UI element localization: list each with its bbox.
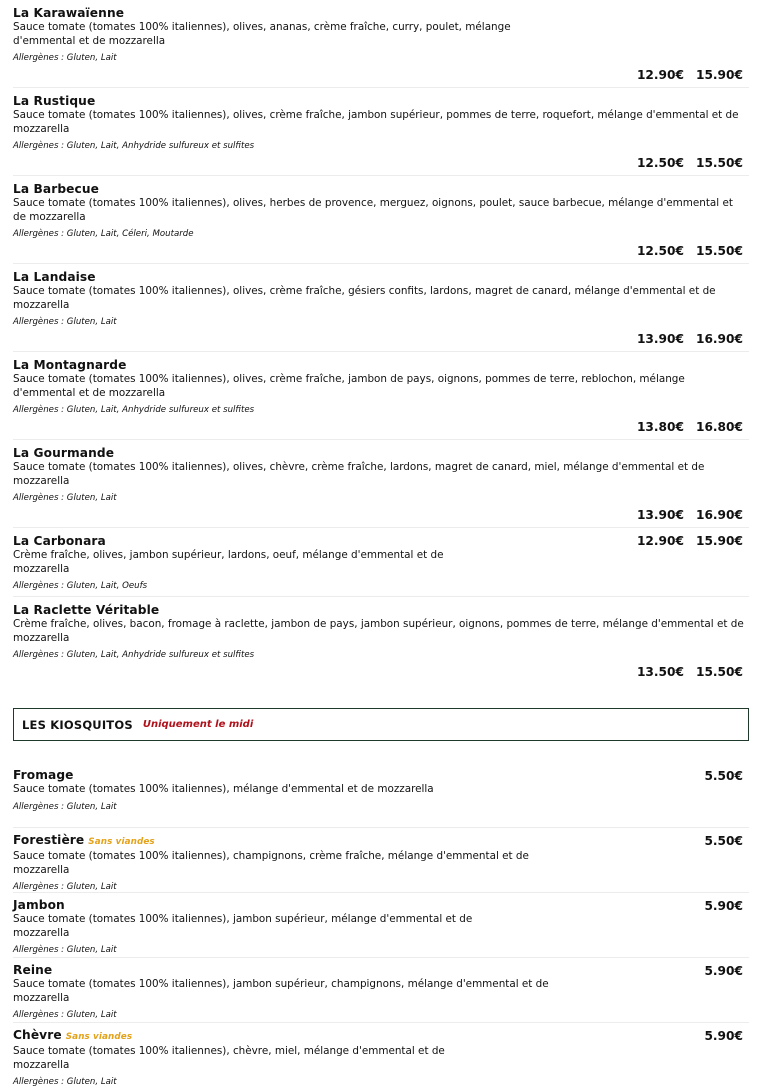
- price-large: 16.80€: [695, 420, 743, 434]
- price-large: 16.90€: [695, 332, 743, 346]
- item-description: Sauce tomate (tomates 100% italiennes), jambon supérieur, champignons, mélange d'emmental et de mozzarella: [13, 978, 549, 1004]
- vegetarian-tag: Sans viandes: [65, 1032, 133, 1042]
- item-description: Crème fraîche, olives, jambon supérieur, lardons, oeuf, mélange d'emmental et de mozzarella: [13, 549, 444, 575]
- price-small: 13.90€: [636, 332, 684, 346]
- item-allergens: Allergènes : Gluten, Lait: [13, 1010, 117, 1020]
- kiosquito-item-fromage: [13, 763, 749, 828]
- item-allergens: Allergènes : Gluten, Lait: [13, 317, 117, 327]
- price-small: 12.90€: [636, 68, 684, 82]
- price-small: 13.50€: [636, 665, 684, 679]
- item-description: Sauce tomate (tomates 100% italiennes), mélange d'emmental et de mozzarella: [13, 783, 434, 795]
- item-description: Sauce tomate (tomates 100% italiennes), olives, ananas, crème fraîche, curry, poulet, mélange d'emmental et de mozzarella: [13, 21, 511, 47]
- section-title: LES KIOSQUITOS: [22, 717, 133, 732]
- item-name: La Barbecue: [13, 182, 100, 196]
- item-prices: [13, 68, 749, 83]
- item-description: Crème fraîche, olives, bacon, fromage à raclette, jambon de pays, jambon supérieur, oignons, pommes de terre, mélange d'emmental et de mozzarella: [13, 618, 744, 644]
- item-price: 5.90€: [704, 1029, 743, 1043]
- price-large: 15.50€: [695, 156, 743, 170]
- menu-item-karawaienne: [13, 0, 749, 88]
- price-large: 15.50€: [695, 244, 743, 258]
- item-prices: [13, 420, 749, 435]
- item-allergens: Allergènes : Gluten, Lait, Anhydride sulfureux et sulfites: [13, 405, 255, 415]
- item-name: [13, 898, 749, 913]
- item-name: La Gourmande: [13, 446, 115, 460]
- menu-item-landaise: [13, 264, 749, 352]
- item-description: Sauce tomate (tomates 100% italiennes), olives, crème fraîche, jambon supérieur, pommes de terre, roquefort, mélange d'emmental et de mozzarella: [13, 109, 739, 135]
- item-description: Sauce tomate (tomates 100% italiennes), olives, herbes de provence, merguez, oignons, poulet, sauce barbecue, mélange d'emmental et de mozzarella: [13, 197, 733, 223]
- item-prices: [637, 534, 743, 549]
- kiosquito-item-forestiere: [13, 828, 749, 893]
- item-price: 5.50€: [704, 769, 743, 783]
- item-name-text: Chèvre: [13, 1028, 62, 1042]
- kiosquito-item-chevre: [13, 1023, 749, 1087]
- price-large: 15.90€: [695, 68, 743, 82]
- item-name: [13, 963, 749, 978]
- item-name: [13, 833, 749, 850]
- price-small: 13.80€: [636, 420, 684, 434]
- item-prices: [13, 156, 749, 171]
- item-allergens: Allergènes : Gluten, Lait: [13, 801, 117, 812]
- menu-item-montagnarde: [13, 352, 749, 440]
- item-prices: [13, 665, 749, 680]
- item-description: Sauce tomate (tomates 100% italiennes), champignons, crème fraîche, mélange d'emmental et de mozzarella: [13, 850, 529, 876]
- item-name: La Rustique: [13, 94, 96, 108]
- item-name-text: Jambon: [13, 898, 65, 912]
- menu-item-rustique: [13, 88, 749, 176]
- price-small: 12.50€: [636, 244, 684, 258]
- menu-item-carbonara: [13, 528, 749, 597]
- price-large: 16.90€: [695, 508, 743, 522]
- item-name: [13, 1028, 749, 1045]
- price-small: 12.50€: [636, 156, 684, 170]
- item-prices: [13, 332, 749, 347]
- item-price: 5.90€: [704, 899, 743, 913]
- item-prices: [13, 508, 749, 523]
- item-name: La Montagnarde: [13, 358, 127, 372]
- item-name: La Raclette Véritable: [13, 603, 160, 617]
- price-small: 13.90€: [636, 508, 684, 522]
- section-note: Uniquement le midi: [142, 719, 254, 730]
- item-name-text: Forestière: [13, 833, 85, 847]
- item-description: Sauce tomate (tomates 100% italiennes), olives, crème fraîche, gésiers confits, lardons, magret de canard, mélange d'emmental et de mozzarella: [13, 285, 716, 311]
- price-large: 15.50€: [695, 665, 743, 679]
- menu-item-gourmande: [13, 440, 749, 528]
- item-name-text: Fromage: [13, 768, 74, 782]
- item-allergens: Allergènes : Gluten, Lait, Oeufs: [13, 581, 148, 591]
- item-description: Sauce tomate (tomates 100% italiennes), olives, crème fraîche, jambon de pays, oignons, pommes de terre, reblochon, mélange d'emmental et de mozzarella: [13, 373, 685, 399]
- item-name: La Landaise: [13, 270, 96, 284]
- menu-item-barbecue: [13, 176, 749, 264]
- item-allergens: Allergènes : Gluten, Lait: [13, 882, 117, 892]
- item-name-text: Reine: [13, 963, 53, 977]
- item-allergens: Allergènes : Gluten, Lait, Céleri, Moutarde: [13, 229, 194, 239]
- section-header-kiosquitos: [13, 708, 749, 741]
- item-allergens: Allergènes : Gluten, Lait: [13, 53, 117, 63]
- item-allergens: Allergènes : Gluten, Lait: [13, 493, 117, 503]
- item-description: Sauce tomate (tomates 100% italiennes), jambon supérieur, mélange d'emmental et de mozzarella: [13, 913, 473, 939]
- item-price: 5.50€: [704, 834, 743, 848]
- item-description: Sauce tomate (tomates 100% italiennes), chèvre, miel, mélange d'emmental et de mozzarella: [13, 1045, 445, 1071]
- item-name: La Karawaïenne: [13, 6, 125, 20]
- item-name: La Carbonara: [13, 534, 106, 548]
- item-prices: [13, 244, 749, 259]
- item-price: 5.90€: [704, 964, 743, 978]
- item-allergens: Allergènes : Gluten, Lait: [13, 1077, 117, 1087]
- kiosquito-item-reine: [13, 958, 749, 1023]
- item-allergens: Allergènes : Gluten, Lait, Anhydride sulfureux et sulfites: [13, 141, 255, 151]
- item-name: [13, 768, 749, 783]
- kiosquito-item-jambon: [13, 893, 749, 958]
- price-large: 15.90€: [695, 534, 743, 548]
- price-small: 12.90€: [636, 534, 684, 548]
- item-allergens: Allergènes : Gluten, Lait, Anhydride sulfureux et sulfites: [13, 650, 255, 660]
- item-description: Sauce tomate (tomates 100% italiennes), olives, chèvre, crème fraîche, lardons, magret de canard, miel, mélange d'emmental et de mozzarella: [13, 461, 705, 487]
- menu-item-raclette: [13, 597, 749, 684]
- vegetarian-tag: Sans viandes: [88, 837, 155, 847]
- item-allergens: Allergènes : Gluten, Lait: [13, 945, 117, 955]
